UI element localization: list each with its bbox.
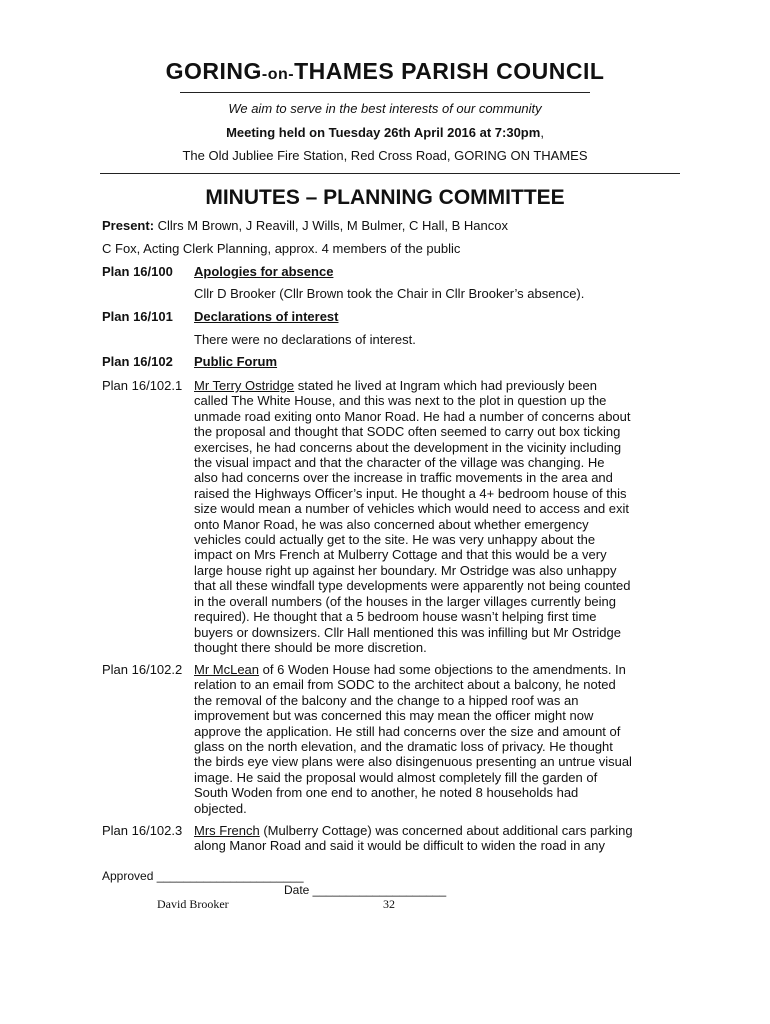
forum-line: South Woden from one end to another, he noted 8 households had <box>194 785 579 801</box>
meeting-line <box>0 125 770 140</box>
forum-line: improvement but was concerned this may mean the officer might now <box>194 708 594 724</box>
tagline: We aim to serve in the best interests of our community <box>228 101 542 116</box>
forum-line <box>194 823 680 838</box>
present-members: Cllrs M Brown, J Reavill, J Wills, M Bulmer, C Hall, B Hancox <box>154 218 508 233</box>
venue-line: The Old Jubliee Fire Station, Red Cross Road, GORING ON THAMES <box>182 148 588 163</box>
document-title: MINUTES – PLANNING COMMITTEE <box>205 186 565 209</box>
forum-line: relation to an email from SODC to the architect about a balcony, he noted <box>194 677 616 693</box>
forum-line: exercises, he had concerns about the development in the vicinity including <box>194 439 622 455</box>
item-ref: Plan 16/102 <box>102 354 173 369</box>
date-line: Date ____________________ <box>284 883 447 897</box>
forum-line: the proposal and thought that SODC often seemed to carry out box ticking <box>194 424 621 440</box>
item-ref: Plan 16/101 <box>102 309 173 324</box>
forum-line <box>194 378 680 393</box>
present-others: C Fox, Acting Clerk Planning, approx. 4 members of the public <box>102 241 461 256</box>
forum-line: in the overall numbers (of the houses in the larger villages currently being <box>194 593 617 609</box>
forum-line: raised the Highways Officer’s input. He thought a 4+ bedroom house of this <box>194 485 627 501</box>
forum-line: impact on Mrs French at Mulberry Cottage and that this would be a very <box>194 547 607 563</box>
forum-speaker: Mr McLean <box>194 662 260 677</box>
council-name-on: -on- <box>261 66 295 83</box>
title-rule <box>100 173 680 174</box>
forum-ref: Plan 16/102.1 <box>102 378 183 393</box>
page-number: 32 <box>383 897 395 911</box>
forum-line: the removal of the balcony and the change to a hipped roof was an <box>194 692 579 708</box>
forum-line: also had concerns over the increase in traffic movements in the area and <box>194 470 613 486</box>
forum-speaker: Mr Terry Ostridge <box>194 378 295 393</box>
approved-line: Approved ______________________ <box>102 869 304 883</box>
item-text: Cllr D Brooker (Cllr Brown took the Chair in Cllr Brooker’s absence). <box>194 286 585 301</box>
forum-line: unmade road exiting onto Manor Road. He had a number of concerns about <box>194 408 631 424</box>
forum-line-text: of 6 Woden House had some objections to the amendments. In <box>259 662 626 677</box>
item-heading: Declarations of interest <box>194 309 339 324</box>
forum-paragraph <box>194 823 680 854</box>
forum-line: vehicles could actually get to the site. He was very unhappy about the <box>194 532 596 548</box>
council-name-goring: GORING <box>165 58 262 84</box>
forum-line: thought there should be more discretion. <box>194 639 427 655</box>
forum-line: called The White House, and this was next to the plot in question up the <box>194 393 607 409</box>
item-text: There were no declarations of interest. <box>194 332 416 347</box>
forum-line: approve the application. He still had concerns over the size and amount of <box>194 723 621 739</box>
meeting-comma: , <box>540 125 544 140</box>
forum-line: along Manor Road and said it would be difficult to widen the road in any <box>194 838 605 854</box>
council-name-rest: THAMES PARISH COUNCIL <box>294 58 605 84</box>
forum-line: image. He said the proposal would almost completely fill the garden of <box>194 769 598 785</box>
forum-line: size would mean a number of vehicles which would need to access and exit <box>194 501 630 517</box>
forum-line: that all these windfall type developments were apparently not being counted <box>194 578 631 594</box>
forum-line: large house right up against her boundary. Mr Ostridge was also unhappy <box>194 562 617 578</box>
forum-paragraph <box>194 378 680 655</box>
forum-line: buyers or downsizers. Cllr Hall mentioned this was infilling but Mr Ostridge <box>194 624 621 640</box>
header-rule <box>180 92 590 93</box>
item-heading: Public Forum <box>194 354 278 369</box>
forum-line <box>194 662 680 677</box>
forum-line: glass on the north elevation, and the dramatic loss of privacy. He thought <box>194 739 613 755</box>
forum-speaker: Mrs French <box>194 823 260 838</box>
item-heading: Apologies for absence <box>194 264 334 279</box>
item-ref: Plan 16/100 <box>102 264 173 279</box>
present-line <box>102 218 508 233</box>
forum-line: the birds eye view plans were also disingenuous presenting an untrue visual <box>194 754 632 770</box>
forum-line-text: (Mulberry Cottage) was concerned about additional cars parking <box>259 823 633 838</box>
forum-line: onto Manor Road, he was also concerned about whether emergency <box>194 516 589 532</box>
forum-line: objected. <box>194 800 247 816</box>
meeting-date: Meeting held on Tuesday 26th April 2016 at 7:30pm <box>226 125 541 140</box>
forum-paragraph <box>194 662 680 816</box>
forum-ref: Plan 16/102.2 <box>102 662 183 677</box>
signatory-name: David Brooker <box>157 897 229 911</box>
forum-line-text: stated he lived at Ingram which had previously been <box>294 378 597 393</box>
council-name <box>0 58 770 85</box>
forum-ref: Plan 16/102.3 <box>102 823 183 838</box>
present-label: Present: <box>102 218 155 233</box>
forum-line: the visual impact and that the character of the village was changing. He <box>194 455 605 471</box>
forum-line: required). He thought that a 5 bedroom house wasn’t helping first time <box>194 609 597 625</box>
